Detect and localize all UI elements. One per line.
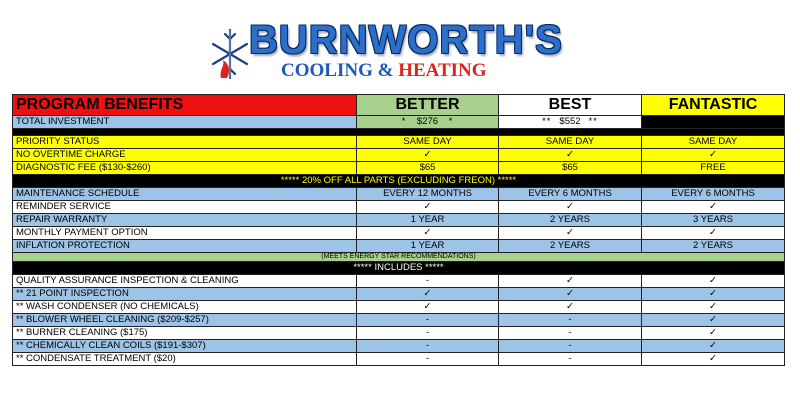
price-stars: ***** — [731, 116, 755, 127]
include-row — [13, 301, 785, 314]
better-check-icon: ✓ — [357, 227, 499, 240]
best-value: 2 YEARS — [499, 214, 642, 227]
fantastic-check-icon: ✓ — [642, 301, 785, 314]
include-row — [13, 288, 785, 301]
priority-row — [13, 136, 785, 149]
priority-row — [13, 149, 785, 162]
parts-discount-banner: ***** 20% OFF ALL PARTS (EXCLUDING FREON) ***** — [13, 175, 785, 188]
row-label: MONTHLY PAYMENT OPTION — [13, 227, 357, 240]
fantastic-check-icon: ✓ — [642, 288, 785, 301]
better-check-icon: ✓ — [357, 288, 499, 301]
price-stars: * — [448, 116, 454, 127]
header-row — [13, 95, 785, 116]
fantastic-value: FREE — [642, 162, 785, 175]
better-value: - — [357, 275, 499, 288]
includes-banner-row — [13, 262, 785, 275]
energy-star-note: (MEETS ENERGY STAR RECOMMENDATIONS) — [13, 253, 785, 262]
better-value: 1 YEAR — [357, 240, 499, 253]
fantastic-header: FANTASTIC — [642, 95, 785, 116]
best-header: BEST — [499, 95, 642, 116]
price-stars: ** — [542, 116, 552, 127]
price-value: $276 — [416, 116, 439, 127]
better-value: - — [357, 340, 499, 353]
best-value: - — [499, 327, 642, 340]
brand-tagline — [281, 59, 487, 83]
better-header: BETTER — [357, 95, 499, 116]
row-label: REPAIR WARRANTY — [13, 214, 357, 227]
company-logo — [205, 18, 563, 90]
include-row — [13, 275, 785, 288]
better-value: 1 YEAR — [357, 214, 499, 227]
best-price — [499, 116, 642, 129]
best-check-icon: ✓ — [499, 149, 642, 162]
price-value: $708 — [702, 116, 724, 127]
best-check-icon: ✓ — [499, 227, 642, 240]
tagline-heating: HEATING — [398, 60, 487, 81]
best-check-icon: ✓ — [499, 301, 642, 314]
spacer-row — [13, 129, 785, 136]
priority-row — [13, 162, 785, 175]
row-label: ** CONDENSATE TREATMENT ($20) — [13, 353, 357, 366]
parts-discount-banner-row — [13, 175, 785, 188]
program-benefits-table — [12, 94, 785, 366]
better-value: EVERY 12 MONTHS — [357, 188, 499, 201]
row-label: MAINTENANCE SCHEDULE — [13, 188, 357, 201]
row-label: ** CHEMICALLY CLEAN COILS ($191-$307) — [13, 340, 357, 353]
total-investment-row — [13, 116, 785, 129]
fantastic-check-icon: ✓ — [642, 149, 785, 162]
better-value: - — [357, 314, 499, 327]
fantastic-check-icon: ✓ — [642, 201, 785, 214]
include-row — [13, 353, 785, 366]
program-benefits-header: PROGRAM BENEFITS — [13, 95, 357, 116]
includes-banner: ***** INCLUDES ***** — [13, 262, 785, 275]
better-price — [357, 116, 499, 129]
best-value: - — [499, 340, 642, 353]
row-label: ** 21 POINT INSPECTION — [13, 288, 357, 301]
fantastic-check-icon: ✓ — [642, 227, 785, 240]
maintenance-row — [13, 240, 785, 253]
fantastic-check-icon: ✓ — [642, 353, 785, 366]
include-row — [13, 327, 785, 340]
fantastic-value: 2 YEARS — [642, 240, 785, 253]
best-value: SAME DAY — [499, 136, 642, 149]
best-check-icon: ✓ — [499, 288, 642, 301]
include-row — [13, 314, 785, 327]
price-value: $552 — [559, 116, 581, 127]
tagline-ampersand: & — [377, 60, 394, 81]
spacer — [13, 129, 785, 136]
include-row — [13, 340, 785, 353]
brand-name: BURNWORTH'S — [249, 18, 563, 62]
row-label: ** WASH CONDENSER (NO CHEMICALS) — [13, 301, 357, 314]
better-value: $65 — [357, 162, 499, 175]
best-value: $65 — [499, 162, 642, 175]
fantastic-check-icon: ✓ — [642, 327, 785, 340]
fantastic-value: SAME DAY — [642, 136, 785, 149]
row-label: INFLATION PROTECTION — [13, 240, 357, 253]
price-stars: * — [401, 116, 407, 127]
best-value: - — [499, 353, 642, 366]
row-label: QUALITY ASSURANCE INSPECTION & CLEANING — [13, 275, 357, 288]
tagline-cooling: COOLING — [281, 60, 373, 81]
better-check-icon: ✓ — [357, 201, 499, 214]
fantastic-check-icon: ✓ — [642, 275, 785, 288]
better-value: SAME DAY — [357, 136, 499, 149]
snowflake-flame-icon — [209, 22, 251, 86]
price-stars: ** — [588, 116, 598, 127]
best-value: 2 YEARS — [499, 240, 642, 253]
row-label: ** BLOWER WHEEL CLEANING ($209-$257) — [13, 314, 357, 327]
maintenance-row — [13, 188, 785, 201]
row-label: TOTAL INVESTMENT — [13, 116, 357, 129]
better-value: - — [357, 353, 499, 366]
best-check-icon: ✓ — [499, 275, 642, 288]
better-check-icon: ✓ — [357, 149, 499, 162]
best-value: EVERY 6 MONTHS — [499, 188, 642, 201]
row-label: DIAGNOSTIC FEE ($130-$260) — [13, 162, 357, 175]
fantastic-check-icon: ✓ — [642, 314, 785, 327]
maintenance-row — [13, 227, 785, 240]
maintenance-row — [13, 201, 785, 214]
row-label: ** BURNER CLEANING ($175) — [13, 327, 357, 340]
row-label: NO OVERTIME CHARGE — [13, 149, 357, 162]
fantastic-value: 3 YEARS — [642, 214, 785, 227]
best-value: - — [499, 314, 642, 327]
fantastic-value: EVERY 6 MONTHS — [642, 188, 785, 201]
better-value: - — [357, 327, 499, 340]
maintenance-row — [13, 214, 785, 227]
better-check-icon: ✓ — [357, 301, 499, 314]
best-check-icon: ✓ — [499, 201, 642, 214]
fantastic-price — [642, 116, 785, 129]
energy-star-note-row — [13, 253, 785, 262]
row-label: REMINDER SERVICE — [13, 201, 357, 214]
row-label: PRIORITY STATUS — [13, 136, 357, 149]
price-stars: ***** — [671, 116, 695, 127]
fantastic-check-icon: ✓ — [642, 340, 785, 353]
